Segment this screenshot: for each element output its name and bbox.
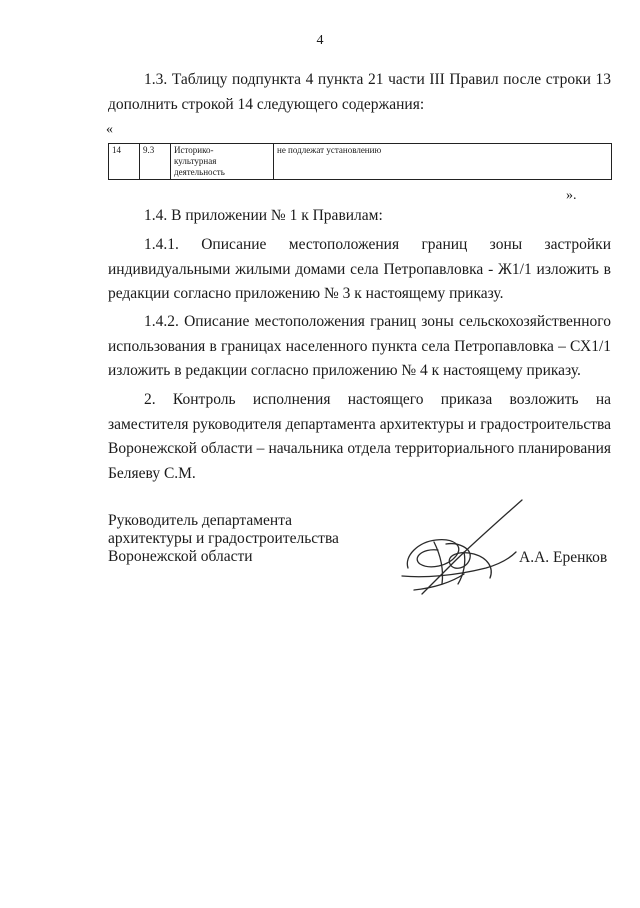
paragraph-1-4-1: 1.4.1. Описание местоположения границ зоны застройки индивидуальными жилыми домами села Петропавловка - Ж1/1 изложить в редакции согласно приложению № 3 к настоящему приказу. [108, 236, 611, 302]
paragraph-1-3: 1.3. Таблицу подпункта 4 пункта 21 части III Правил после строки 13 дополнить строкой 14 следующего содержания: [108, 71, 611, 113]
paragraph-1-4: 1.4. В приложении № 1 к Правилам: [144, 207, 383, 224]
cell-number: 14 [109, 144, 140, 180]
cell-value: не подлежат установлению [274, 144, 612, 180]
handwritten-signature [394, 498, 534, 608]
signatory-position-line-2: архитектуры и градостроительства [108, 530, 339, 547]
cell-name [171, 144, 274, 180]
signatory-name: А.А. Еренков [519, 549, 608, 566]
cell-name-line-1: Историко- [174, 145, 214, 155]
cell-name-line-3: деятельность [174, 167, 225, 177]
paragraph-1-4-2: 1.4.2. Описание местоположения границ зоны сельскохозяйственного использования в границах населенного пункта села Петропавловка – СХ1/1 изложить в редакции согласно приложению № 4 к настоящему приказу. [108, 313, 611, 379]
signatory-position [108, 512, 339, 566]
closing-quote: ». [566, 188, 577, 203]
signatory-position-line-1: Руководитель департамента [108, 512, 293, 529]
paragraph-2: 2. Контроль исполнения настоящего приказа возложить на заместителя руководителя департамента архитектуры и градостроительства Воронежской области – начальника отдела территориального планирования Беляеву С.М. [108, 391, 611, 482]
cell-code: 9.3 [140, 144, 171, 180]
signatory-position-line-3: Воронежской области [108, 548, 253, 565]
amendment-table [108, 143, 612, 180]
cell-name-line-2: культурная [174, 156, 217, 166]
page-number: 4 [316, 33, 324, 48]
opening-quote: « [106, 122, 113, 137]
table-row [109, 144, 612, 180]
